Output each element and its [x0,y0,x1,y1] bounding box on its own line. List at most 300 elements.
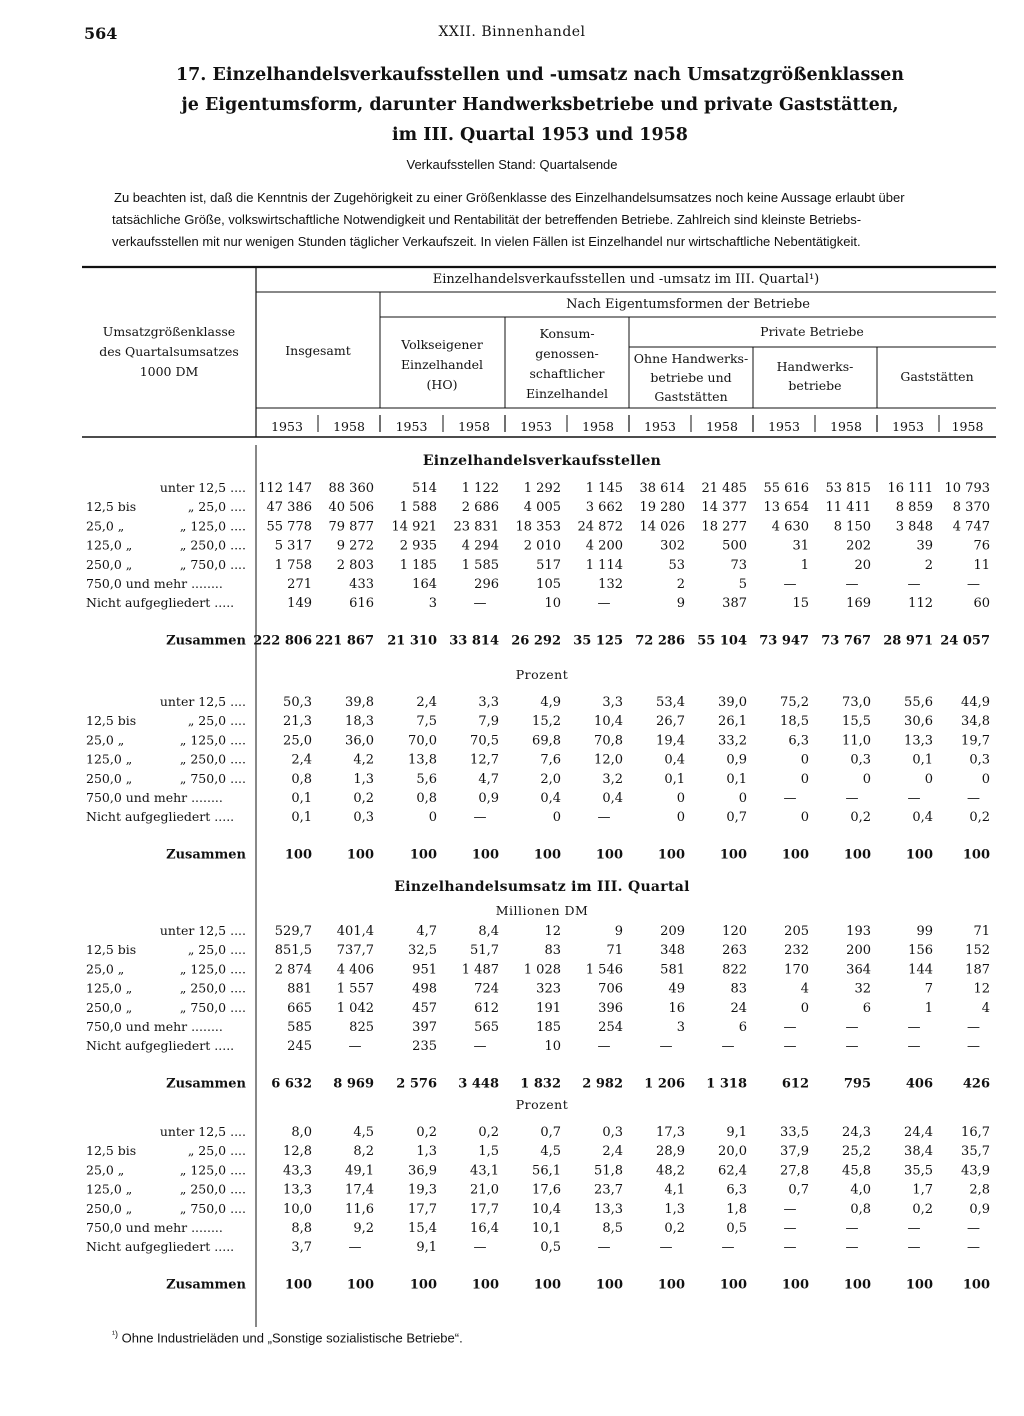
total-cell: 795 [843,1076,871,1092]
table-cell: 8,2 [353,1144,374,1160]
table-cell: 15,5 [842,714,871,730]
table-cell: 73 [730,557,747,573]
stub-header-line: 1000 DM [139,364,199,379]
table-cell: 0,8 [850,1201,871,1217]
table-cell: 16 111 [887,481,933,496]
total-cell: 100 [471,1277,499,1293]
total-cell: 2 982 [582,1076,623,1092]
total-cell: 222 806 [253,633,312,649]
total-cell: 100 [657,1277,685,1293]
table-cell: 0 [676,810,685,826]
table-cell: 0,1 [664,771,685,787]
row-label: 25,0 „ [86,518,125,534]
header-crafts: betriebe [788,378,842,393]
table-cell: 9 [614,924,623,939]
table-cell: 30,6 [904,714,933,730]
table-cell: 112 [908,596,933,612]
table-cell: 851,5 [274,943,312,959]
table-cell: 4,7 [416,924,437,939]
table-cell: — [783,1039,797,1055]
table-cell: 169 [846,596,871,612]
header-coop: schaftlicher [529,366,605,381]
table-cell: — [845,1240,859,1256]
total-cell: 100 [409,1277,437,1293]
table-cell: 9,2 [353,1221,374,1236]
table-cell: — [721,1240,735,1256]
year-label: 1958 [706,419,738,434]
table-cell: 0,2 [969,810,990,826]
table-cell: 3 848 [895,519,933,535]
note-line: tatsächliche Größe, volkswirtschaftliche Notwendigkeit und Rentabilität der betreffenden Betriebe. Zahlreich sind kleinste Betriebs- [112,212,862,227]
row-label: 25,0 „ [86,961,125,977]
row-label: 250,0 „ [86,770,133,786]
total-cell: 100 [719,1277,747,1293]
table-cell: 585 [287,1020,312,1035]
table-cell: 187 [965,962,990,978]
table-cell: — [967,1020,980,1035]
year-label: 1958 [951,419,984,434]
header-private-excl: betriebe und [650,370,732,385]
table-cell: 17,6 [532,1182,561,1198]
table-cell: 0,2 [664,1221,685,1236]
header-private: Private Betriebe [760,324,864,339]
table-cell: 263 [722,943,747,959]
table-cell: 1 122 [461,481,499,496]
table-cell: 37,9 [780,1144,809,1160]
table-cell: 19 280 [639,500,685,516]
table-cell: 39,8 [345,695,374,710]
stub-header-line: des Quartalsumsatzes [99,344,239,359]
row-label: „ 750,0 .... [179,999,246,1015]
header-coop: Konsum- [539,326,595,341]
table-cell: 1 [924,1000,933,1016]
table-cell: 43,9 [961,1163,990,1179]
table-cell: 4 005 [523,500,561,516]
table-cell: 164 [412,577,437,592]
header-ownership-label: Nach Eigentumsformen der Betriebe [566,297,810,312]
table-cell: 0,1 [291,791,312,806]
table-cell: 4 [981,1000,990,1016]
table-cell: 4 [800,981,809,997]
table-cell: 25,2 [842,1144,871,1160]
table-cell: 0,1 [912,752,933,768]
table-cell: 185 [536,1020,561,1035]
section-subheading: Prozent [515,667,569,682]
total-label: Zusammen [166,1277,246,1293]
table-cell: 35,5 [904,1163,933,1179]
table-cell: 0 [800,771,809,787]
total-cell: 100 [284,847,312,863]
table-cell: — [967,791,980,806]
table-cell: 3,7 [291,1240,312,1256]
table-cell: — [473,596,487,612]
table-cell: 396 [598,1000,623,1016]
table-cell: 44,9 [961,695,990,710]
table-cell: 14 377 [701,500,747,516]
table-cell: 0,5 [540,1240,561,1256]
table-cell: 529,7 [274,924,312,939]
table-cell: 69,8 [532,733,561,749]
year-label: 1953 [644,419,676,434]
table-cell: 11,0 [842,733,871,749]
total-label: Zusammen [166,633,246,649]
table-cell: 737,7 [336,943,374,959]
table-cell: 0 [981,771,990,787]
table-cell: 120 [722,924,747,939]
table-cell: 8 370 [952,500,990,516]
total-cell: 100 [471,847,499,863]
table-cell: 12,7 [470,752,499,768]
section-subheading: Millionen DM [495,903,589,918]
table-cell: 3 [676,1020,685,1035]
year-label: 1953 [892,419,924,434]
header-state: Einzelhandel [400,357,484,372]
table-cell: 825 [349,1020,374,1035]
table-cell: 24 872 [577,519,623,535]
table-cell: 10 [544,1039,561,1055]
table-cell: — [967,1240,980,1256]
table-cell: 1 546 [585,962,623,978]
title-line: je Eigentumsform, darunter Handwerksbetriebe und private Gaststätten, [181,95,899,115]
table-cell: 202 [846,538,871,554]
table-cell: 10,4 [532,1201,561,1217]
table-cell: 40 506 [328,500,374,516]
table-cell: — [597,810,611,826]
table-cell: 457 [412,1000,437,1016]
row-label: „ 750,0 .... [179,1200,246,1216]
table-cell: 0,9 [478,791,499,806]
row-label: „ 125,0 .... [179,961,246,977]
row-label: 12,5 bis [86,499,137,515]
table-cell: 23 831 [453,519,499,535]
table-cell: 4 747 [952,519,990,535]
table-cell: 209 [660,924,685,939]
table-cell: 149 [287,596,312,612]
table-cell: 1 585 [461,557,499,573]
footnote-text: Ohne Industrieläden und „Sonstige sozialistische Betriebe“. [121,1330,463,1346]
table-cell: 1,3 [353,771,374,787]
total-cell: 100 [719,847,747,863]
table-cell: 15,2 [532,714,561,730]
table-cell: 24,4 [904,1125,933,1140]
table-cell: — [845,1221,859,1236]
table-cell: 20 [854,557,871,573]
total-cell: 100 [346,847,374,863]
table-cell: 32,5 [408,943,437,959]
section-heading: Einzelhandelsumsatz im III. Quartal [394,879,690,895]
table-cell: 13 654 [763,500,809,516]
table-cell: 348 [660,943,685,959]
table-cell: 4,7 [478,771,499,787]
table-cell: 0,2 [912,1201,933,1217]
table-cell: 581 [660,962,685,978]
table-cell: 3 662 [585,500,623,516]
table-cell: — [473,1039,487,1055]
table-cell: 0,4 [602,791,623,806]
table-cell: — [783,1240,797,1256]
row-label: unter 12,5 .... [159,1124,246,1139]
table-cell: 1 758 [274,557,312,573]
table-cell: 1 145 [585,481,623,496]
table-cell: 19,4 [656,733,685,749]
table-cell: 4,5 [353,1125,374,1140]
table-cell: 0,3 [353,810,374,826]
table-cell: 0,4 [664,752,685,768]
table-cell: 2,0 [540,771,561,787]
row-label: 12,5 bis [86,942,137,958]
total-cell: 100 [595,847,623,863]
table-cell: 9 272 [336,538,374,554]
row-label: 125,0 „ [86,1181,133,1197]
table-cell: 0,2 [416,1125,437,1140]
table-cell: 10,1 [532,1221,561,1236]
row-label: „ 250,0 .... [179,1181,246,1197]
table-cell: 33,2 [718,733,747,749]
table-cell: 517 [536,557,561,573]
row-label: 750,0 und mehr ........ [86,1019,223,1034]
table-cell: 18,5 [780,714,809,730]
footnote-mark: ¹) [112,1329,118,1339]
header-top-label: Einzelhandelsverkaufsstellen und -umsatz im III. Quartal¹) [432,272,820,287]
header-private-excl: Ohne Handwerks- [633,351,749,366]
table-cell: 49 [668,981,685,997]
row-label: „ 250,0 .... [179,980,246,996]
table-cell: 10 [544,596,561,612]
row-label: „ 125,0 .... [179,1162,246,1178]
table-cell: 24 [730,1000,747,1016]
table-cell: 0,1 [291,810,312,826]
table-cell: 0,1 [726,771,747,787]
table-cell: 6,3 [726,1182,747,1198]
table-cell: 4,5 [540,1144,561,1160]
row-label: 125,0 „ [86,537,133,553]
table-title [110,60,970,150]
table-cell: 19,3 [408,1182,437,1198]
row-label: „ 25,0 .... [187,942,246,958]
row-label: „ 250,0 .... [179,537,246,553]
table-cell: 1 042 [336,1000,374,1016]
table-cell: 18 277 [701,519,747,535]
table-cell: 0,4 [912,810,933,826]
table-cell: 23,7 [594,1182,623,1198]
table-cell: 51,7 [470,943,499,959]
table-cell: 14 921 [391,519,437,535]
table-cell: 24,3 [842,1125,871,1140]
chapter-heading: XXII. Binnenhandel [438,24,586,40]
table-cell: 56,1 [532,1163,561,1179]
table-cell: 13,3 [904,733,933,749]
table-cell: 2 010 [523,538,561,554]
table-cell: 2 [924,557,933,573]
table-cell: 2,4 [416,695,437,710]
total-cell: 26 292 [511,633,561,649]
table-cell: 55 616 [763,481,809,496]
row-label: 250,0 „ [86,556,133,572]
table-cell: 70,8 [594,733,623,749]
total-cell: 100 [843,1277,871,1293]
row-label: Nicht aufgegliedert ..... [86,809,235,825]
table-cell: 11,6 [345,1201,374,1217]
table-cell: 3,2 [602,771,623,787]
total-cell: 24 057 [940,633,990,649]
row-label: „ 125,0 .... [179,518,246,534]
table-cell: 25,0 [283,733,312,749]
table-cell: 8,0 [291,1125,312,1140]
table-cell: 36,0 [345,733,374,749]
table-cell: 1,5 [478,1144,499,1160]
table-cell: 2 686 [461,500,499,516]
total-cell: 21 310 [387,633,437,649]
table-cell: 73,0 [842,695,871,710]
table-cell: 79 877 [328,519,374,535]
table-cell: 0 [552,810,561,826]
table-cell: 7,9 [478,714,499,730]
table-cell: 156 [908,943,933,959]
row-label: 25,0 „ [86,1162,125,1178]
table-cell: 50,3 [283,695,312,710]
table-cell: 296 [474,577,499,592]
table-cell: 706 [598,981,623,997]
table-cell: — [845,1039,859,1055]
table-cell: 18 353 [515,519,561,535]
table-cell: 1 114 [585,557,623,573]
total-cell: 1 832 [520,1076,561,1092]
total-cell: 100 [533,847,561,863]
total-cell: 100 [843,847,871,863]
row-label: 250,0 „ [86,1200,133,1216]
header-coop: Einzelhandel [525,386,609,401]
table-cell: 616 [349,596,374,612]
table-cell: 5,6 [416,771,437,787]
table-cell: 8,4 [478,924,499,939]
table-cell: 32 [854,981,871,997]
table-cell: 83 [730,981,747,997]
table-cell: 7,5 [416,714,437,730]
table-cell: 5 [738,577,747,592]
row-label: unter 12,5 .... [159,694,246,709]
table-cell: 8 859 [895,500,933,516]
table-cell: 19,7 [961,733,990,749]
table-cell: 17,7 [408,1201,437,1217]
table-cell: 70,0 [408,733,437,749]
row-label: Nicht aufgegliedert ..... [86,1239,235,1255]
total-cell: 73 947 [759,633,809,649]
table-cell: — [907,1039,921,1055]
table-cell: 4,9 [540,695,561,710]
table-cell: 39 [916,538,933,554]
year-label: 1958 [582,419,614,434]
row-label: 750,0 und mehr ........ [86,790,223,805]
table-cell: 39,0 [718,695,747,710]
table-cell: 43,3 [283,1163,312,1179]
table-cell: — [659,1240,673,1256]
table-cell: 191 [536,1000,561,1016]
year-label: 1953 [271,419,303,434]
row-label: 750,0 und mehr ........ [86,1220,223,1235]
total-cell: 221 867 [315,633,374,649]
table-cell: 51,8 [594,1163,623,1179]
year-label: 1958 [333,419,365,434]
stub-header-line: Umsatzgrößenklasse [102,324,236,339]
total-cell: 72 286 [635,633,685,649]
table-cell: 0,5 [726,1221,747,1236]
table-cell: — [783,1201,797,1217]
table-cell: 36,9 [408,1163,437,1179]
table-cell: 1 557 [336,981,374,997]
table-cell: 9,1 [416,1240,437,1256]
row-label: unter 12,5 .... [159,480,246,495]
table-cell: 12,0 [594,752,623,768]
table-cell: 55 778 [266,519,312,535]
table-cell: 2,4 [602,1144,623,1160]
table-cell: 76 [973,538,990,554]
header-private-excl: Gaststätten [654,389,728,404]
table-cell: — [845,577,859,592]
title-line: im III. Quartal 1953 und 1958 [392,125,688,145]
table-cell: 28,9 [656,1144,685,1160]
table-cell: 170 [784,962,809,978]
table-cell: 0,9 [726,752,747,768]
table-cell: 1,8 [726,1201,747,1217]
row-label: „ 750,0 .... [179,770,246,786]
table-cell: — [907,791,921,806]
table-cell: 8 150 [833,519,871,535]
table-cell: 4 406 [336,962,374,978]
table-cell: 16,4 [470,1221,499,1236]
total-cell: 100 [346,1277,374,1293]
header-coop: genossen- [535,346,599,361]
table-cell: — [967,1221,980,1236]
table-cell: 17,7 [470,1201,499,1217]
table-cell: — [783,577,797,592]
table-cell: 2,8 [969,1182,990,1198]
table-cell: 0,9 [969,1201,990,1217]
table-cell: — [967,577,980,592]
table-cell: 31 [792,538,809,554]
note-line: verkaufsstellen mit nur wenigen Stunden täglicher Verkaufszeit. In vielen Fällen ist Einzelhandel nur wirtschaftliche Nebentätigkeit. [112,234,861,249]
total-cell: 100 [905,847,933,863]
row-label: 12,5 bis [86,713,137,729]
table-cell: 4 200 [585,538,623,554]
table-cell: 2 935 [399,538,437,554]
total-cell: 100 [781,1277,809,1293]
table-cell: 0,7 [726,810,747,826]
table-cell: 254 [598,1020,623,1035]
table-cell: 0 [800,1000,809,1016]
year-label: 1953 [395,419,428,434]
total-cell: 100 [533,1277,561,1293]
table-cell: 500 [722,538,747,554]
table-cell: 71 [606,943,623,959]
table-cell: 53,4 [656,695,685,710]
row-label: „ 125,0 .... [179,732,246,748]
table-cell: 33,5 [780,1125,809,1140]
table-cell: 271 [287,577,312,592]
total-cell: 100 [595,1277,623,1293]
table-cell: 5 317 [274,538,312,554]
table-cell: — [783,791,797,806]
table-cell: 12 [544,924,561,939]
total-cell: 100 [657,847,685,863]
table-cell: 4 630 [771,519,809,535]
table-cell: 13,3 [594,1201,623,1217]
table-cell: 2 803 [336,557,374,573]
table-cell: 1,3 [664,1201,685,1217]
table-cell: 83 [544,943,561,959]
table-cell: 1 588 [399,500,437,516]
table-cell: 6 [738,1020,747,1035]
table-cell: 0,8 [291,771,312,787]
